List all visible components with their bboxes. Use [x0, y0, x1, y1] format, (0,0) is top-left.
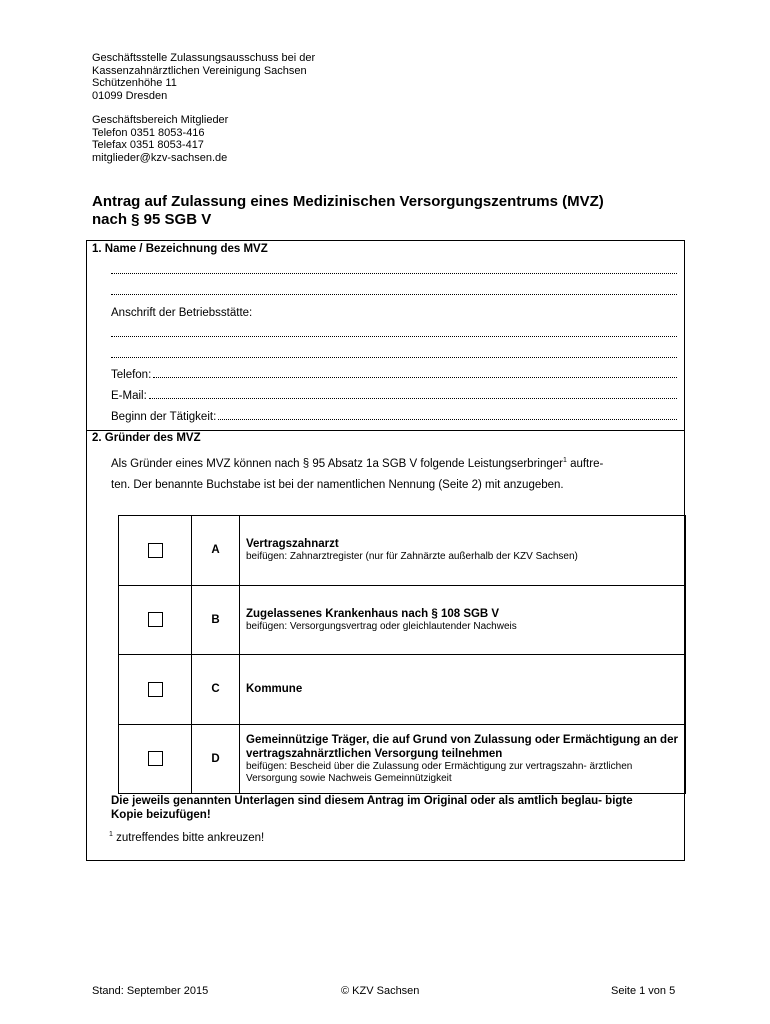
address-field-1[interactable]: [111, 336, 677, 337]
option-letter: B: [192, 585, 240, 655]
department-contact: [92, 114, 228, 164]
option-title: Gemeinnützige Träger, die auf Grund von Zulassung oder Ermächtigung an der vertragszahnärztlichen Versorgung teilnehmen: [246, 733, 678, 760]
title-line-1: Antrag auf Zulassung eines Medizinischen Versorgungszentrums (MVZ): [92, 193, 604, 210]
office-line: Schützenhöhe 11: [92, 77, 177, 89]
email-label: E-Mail:: [111, 390, 147, 402]
footnote: [109, 831, 677, 844]
department-phone: Telefon 0351 8053-416: [92, 126, 205, 139]
option-title: Kommune: [246, 683, 303, 696]
department-email: mitglieder@kzv-sachsen.de: [92, 151, 228, 164]
department-line: Geschäftsbereich Mitglieder: [92, 114, 229, 126]
title-line-2: nach § 95 SGB V: [92, 211, 212, 228]
form-box: [86, 240, 685, 861]
phone-label: Telefon:: [111, 369, 152, 381]
section-divider: [87, 430, 684, 431]
email-field[interactable]: [149, 398, 677, 399]
option-description: [240, 516, 686, 586]
option-description: [240, 724, 686, 794]
option-description: [240, 585, 686, 655]
checkbox-b[interactable]: [148, 612, 163, 627]
option-title: Vertragszahnarzt: [246, 538, 339, 551]
checkbox-c[interactable]: [148, 682, 163, 697]
option-note: beifügen: Bescheid über die Zulassung oder Ermächtigung zur vertragszahn- ärztlichen Versorgung sowie Nachweis Gemeinnützigkeit: [246, 760, 633, 784]
option-note: beifügen: Versorgungsvertrag oder gleichlautender Nachweis: [246, 620, 517, 632]
option-note: beifügen: Zahnarztregister (nur für Zahnärzte außerhalb der KZV Sachsen): [246, 551, 578, 563]
phone-row: [111, 367, 677, 381]
option-row-c: [119, 655, 686, 725]
footer-page-number: Seite 1 von 5: [611, 985, 676, 997]
mvz-name-field-1[interactable]: [111, 273, 677, 274]
section1-heading: 1. Name / Bezeichnung des MVZ: [92, 243, 268, 255]
option-description: [240, 655, 686, 725]
office-address: [92, 52, 315, 102]
footnote-mark: 1: [109, 831, 113, 838]
section2-heading: 2. Gründer des MVZ: [92, 432, 201, 444]
option-title: Zugelassenes Krankenhaus nach § 108 SGB V: [246, 607, 500, 620]
footer-status: Stand: September 2015: [92, 985, 209, 997]
intro-text-b: auftre-: [566, 457, 604, 470]
section2-intro: [111, 450, 659, 496]
intro-footnote-ref: 1: [562, 457, 567, 464]
checkbox-d[interactable]: [148, 751, 163, 766]
documents-notice: Die jeweils genannten Unterlagen sind diesem Antrag im Original oder als amtlich beglau- bigte Kopie beizufügen!: [111, 795, 633, 821]
mvz-name-field-2[interactable]: [111, 294, 677, 295]
office-line: Kassenzahnärztlichen Vereinigung Sachsen: [92, 64, 307, 77]
option-letter: C: [192, 655, 240, 725]
option-row-b: [119, 585, 686, 655]
option-row-d: [119, 724, 686, 794]
option-row-a: [119, 516, 686, 586]
option-letter: A: [192, 516, 240, 586]
document-title: [92, 193, 604, 229]
email-row: [111, 388, 677, 402]
address-label: Anschrift der Betriebsstätte:: [111, 307, 253, 319]
phone-field[interactable]: [153, 377, 677, 378]
intro-text-a: Als Gründer eines MVZ können nach § 95 Absatz 1a SGB V folgende Leistungserbringer: [111, 457, 563, 470]
intro-text-c: ten. Der benannte Buchstabe ist bei der namentlichen Nennung (Seite 2) mit anzugeben.: [111, 478, 564, 491]
department-fax: Telefax 0351 8053-417: [92, 139, 204, 151]
option-letter: D: [192, 724, 240, 794]
start-row: [111, 409, 677, 423]
start-field[interactable]: [218, 419, 677, 420]
footer-copyright: © KZV Sachsen: [341, 985, 420, 997]
address-field-2[interactable]: [111, 357, 677, 358]
checkbox-a[interactable]: [148, 543, 163, 558]
office-line: 01099 Dresden: [92, 89, 168, 102]
founder-options-table: [118, 515, 686, 794]
start-label: Beginn der Tätigkeit:: [111, 411, 217, 423]
office-line: Geschäftsstelle Zulassungsausschuss bei der: [92, 52, 316, 64]
footnote-text: zutreffendes bitte ankreuzen!: [112, 831, 265, 844]
